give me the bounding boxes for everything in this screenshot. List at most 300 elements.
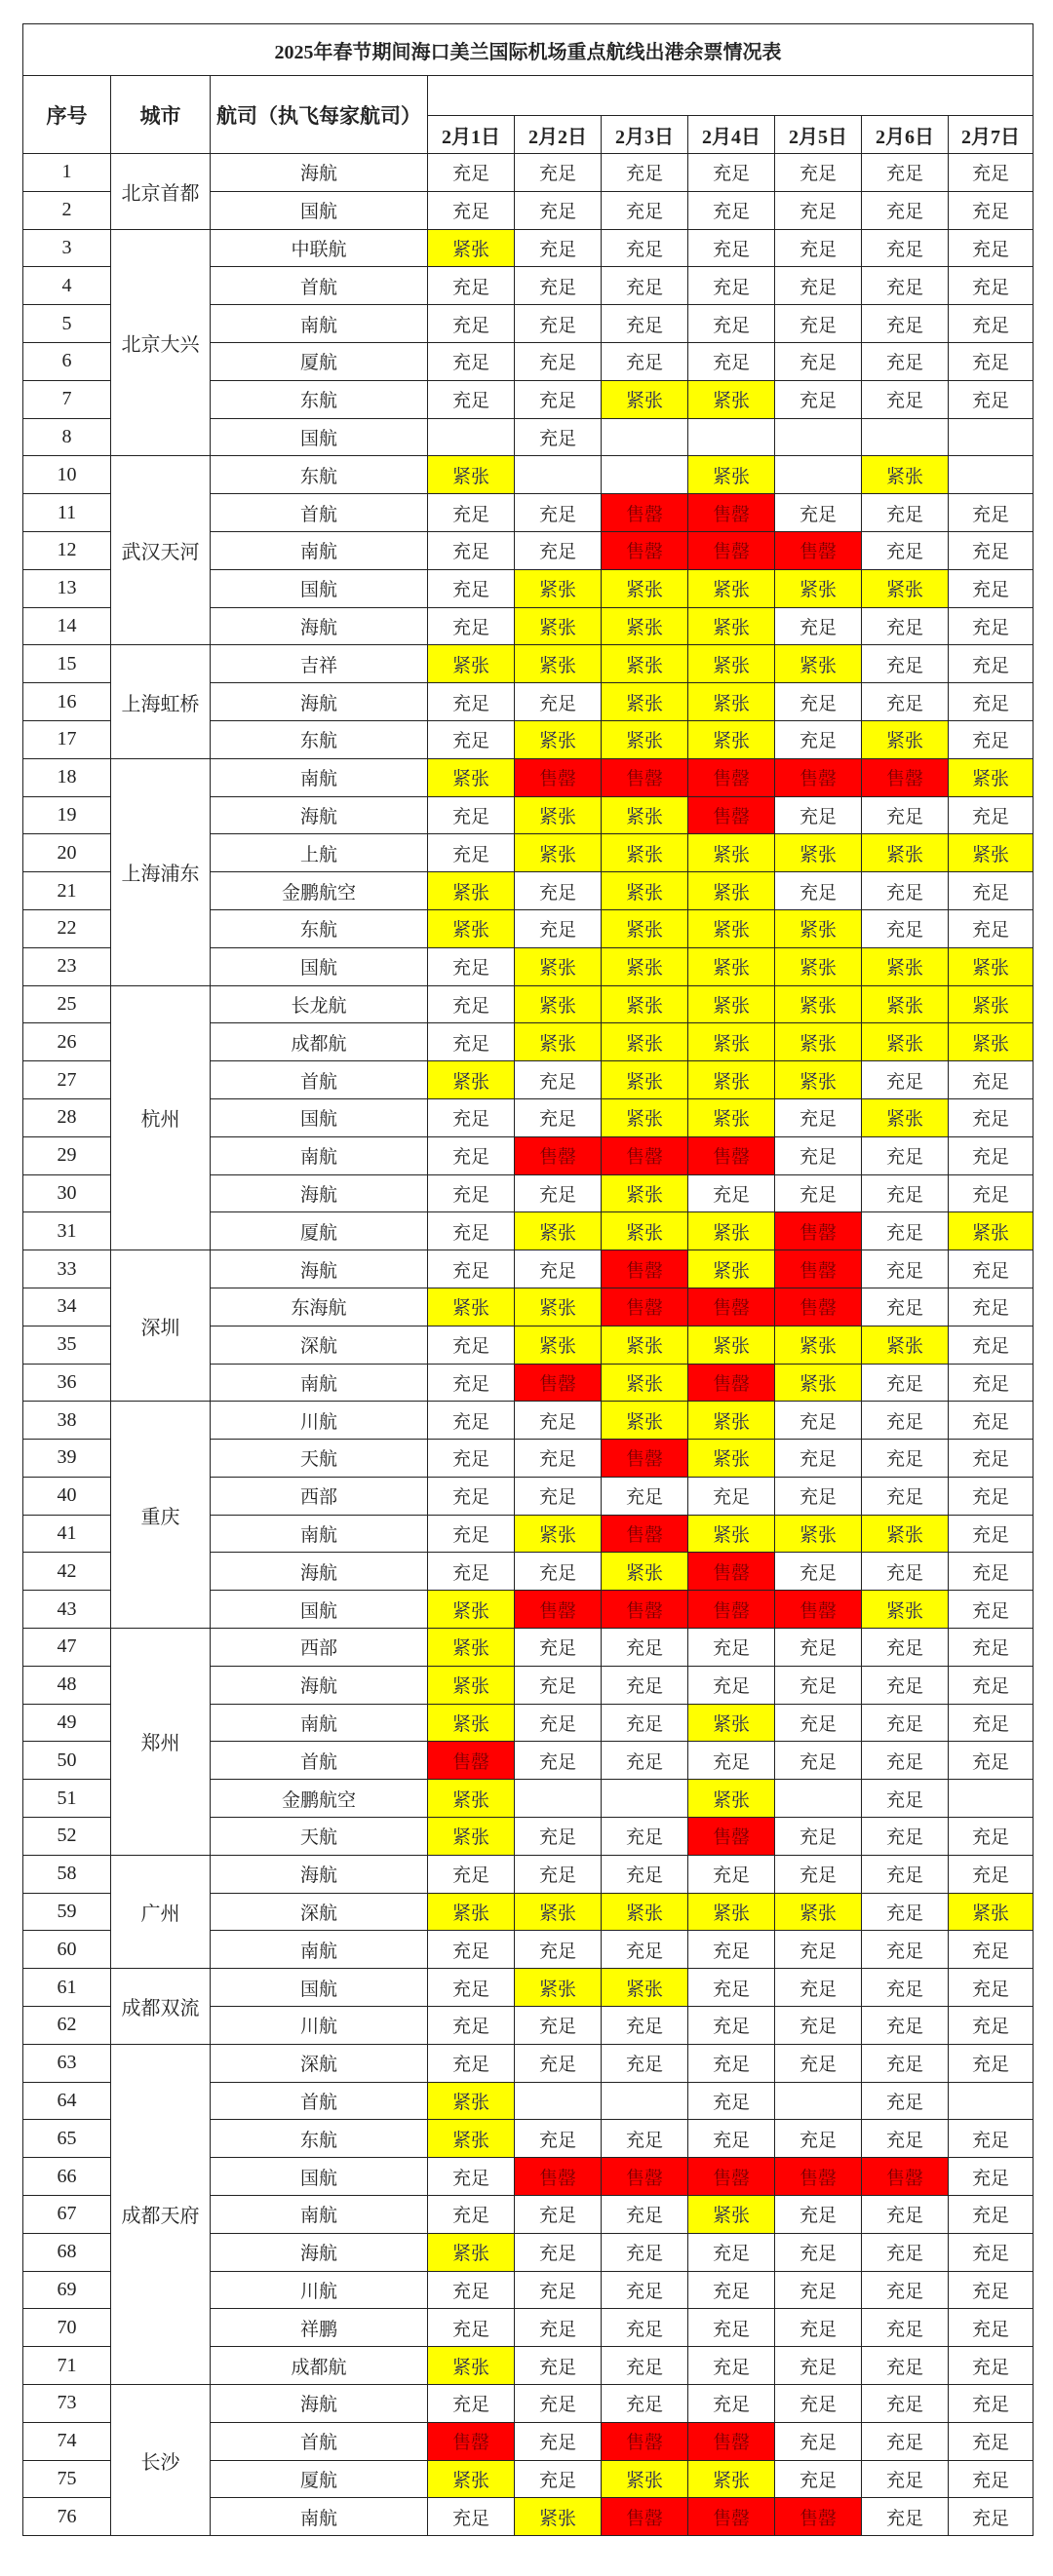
status-cell: 售罄 bbox=[775, 1288, 862, 1326]
airline-cell: 海航 bbox=[211, 1174, 428, 1212]
status-cell: 充足 bbox=[862, 2044, 949, 2082]
status-cell: 紧张 bbox=[688, 1250, 775, 1288]
status-cell: 充足 bbox=[775, 2044, 862, 2082]
status-cell: 紧张 bbox=[515, 1212, 602, 1250]
status-cell: 充足 bbox=[949, 380, 1034, 418]
status-cell: 充足 bbox=[949, 531, 1034, 569]
status-cell: 充足 bbox=[775, 1666, 862, 1704]
status-cell: 充足 bbox=[949, 1477, 1034, 1515]
airline-cell: 国航 bbox=[211, 191, 428, 229]
status-cell: 充足 bbox=[428, 834, 515, 872]
seq-cell: 12 bbox=[23, 531, 111, 569]
status-cell: 充足 bbox=[688, 2233, 775, 2271]
status-cell: 充足 bbox=[515, 2309, 602, 2347]
status-cell: 紧张 bbox=[602, 683, 688, 721]
table-row bbox=[23, 645, 1034, 683]
city-cell: 北京大兴 bbox=[111, 229, 211, 456]
airline-cell: 海航 bbox=[211, 154, 428, 192]
status-cell: 紧张 bbox=[775, 1023, 862, 1061]
status-cell: 紧张 bbox=[775, 1326, 862, 1364]
status-cell: 售罄 bbox=[602, 531, 688, 569]
status-cell: 售罄 bbox=[602, 1288, 688, 1326]
status-cell: 紧张 bbox=[775, 645, 862, 683]
status-cell: 充足 bbox=[949, 1364, 1034, 1402]
status-cell: 充足 bbox=[862, 645, 949, 683]
status-cell: 紧张 bbox=[775, 985, 862, 1023]
status-cell: 紧张 bbox=[688, 1515, 775, 1553]
status-cell: 充足 bbox=[428, 569, 515, 607]
status-cell: 充足 bbox=[862, 2007, 949, 2045]
status-cell bbox=[428, 418, 515, 456]
status-cell: 充足 bbox=[688, 1477, 775, 1515]
status-cell: 售罄 bbox=[688, 1591, 775, 1629]
status-cell: 紧张 bbox=[775, 947, 862, 985]
status-cell: 紧张 bbox=[949, 758, 1034, 796]
airline-cell: 海航 bbox=[211, 1250, 428, 1288]
status-cell: 售罄 bbox=[862, 758, 949, 796]
status-cell: 紧张 bbox=[688, 872, 775, 910]
status-cell: 充足 bbox=[688, 2385, 775, 2423]
status-cell: 充足 bbox=[515, 683, 602, 721]
status-cell: 充足 bbox=[688, 267, 775, 305]
status-cell: 充足 bbox=[775, 1553, 862, 1591]
header-date: 2月3日 bbox=[602, 116, 688, 154]
status-cell: 售罄 bbox=[688, 2158, 775, 2196]
status-cell: 充足 bbox=[515, 342, 602, 380]
status-cell: 紧张 bbox=[688, 947, 775, 985]
status-cell: 紧张 bbox=[602, 1402, 688, 1440]
header-city: 城市 bbox=[111, 76, 211, 154]
status-cell: 售罄 bbox=[775, 1250, 862, 1288]
airline-cell: 南航 bbox=[211, 1931, 428, 1969]
status-cell: 充足 bbox=[949, 1704, 1034, 1742]
airline-cell: 天航 bbox=[211, 1818, 428, 1856]
status-cell: 售罄 bbox=[602, 1515, 688, 1553]
status-cell: 充足 bbox=[775, 872, 862, 910]
status-cell: 充足 bbox=[949, 1742, 1034, 1780]
airline-cell: 成都航 bbox=[211, 2347, 428, 2385]
airline-cell: 海航 bbox=[211, 796, 428, 834]
status-cell: 充足 bbox=[949, 191, 1034, 229]
airline-cell: 成都航 bbox=[211, 1023, 428, 1061]
seq-cell: 68 bbox=[23, 2233, 111, 2271]
status-cell: 充足 bbox=[949, 1326, 1034, 1364]
status-cell: 充足 bbox=[428, 1136, 515, 1174]
status-cell: 紧张 bbox=[428, 1288, 515, 1326]
seq-cell: 39 bbox=[23, 1440, 111, 1478]
status-cell: 充足 bbox=[862, 2498, 949, 2536]
city-cell: 杭州 bbox=[111, 985, 211, 1250]
status-cell: 充足 bbox=[428, 1326, 515, 1364]
status-cell: 充足 bbox=[688, 342, 775, 380]
status-cell: 充足 bbox=[688, 1969, 775, 2007]
airline-cell: 西部 bbox=[211, 1629, 428, 1667]
seq-cell: 66 bbox=[23, 2158, 111, 2196]
status-cell bbox=[775, 2082, 862, 2120]
airline-cell: 海航 bbox=[211, 2233, 428, 2271]
status-cell: 充足 bbox=[949, 872, 1034, 910]
status-cell: 充足 bbox=[428, 494, 515, 532]
city-cell: 成都天府 bbox=[111, 2044, 211, 2384]
seq-cell: 26 bbox=[23, 1023, 111, 1061]
status-cell: 充足 bbox=[515, 2271, 602, 2309]
table-row bbox=[23, 1402, 1034, 1440]
status-cell: 紧张 bbox=[602, 645, 688, 683]
header-date: 2月4日 bbox=[688, 116, 775, 154]
status-cell: 充足 bbox=[775, 1098, 862, 1136]
status-cell: 充足 bbox=[515, 2422, 602, 2460]
city-cell: 成都双流 bbox=[111, 1969, 211, 2045]
airline-cell: 东海航 bbox=[211, 1288, 428, 1326]
airline-cell: 上航 bbox=[211, 834, 428, 872]
status-cell: 充足 bbox=[515, 1818, 602, 1856]
status-cell: 充足 bbox=[949, 2007, 1034, 2045]
status-cell: 充足 bbox=[775, 796, 862, 834]
status-cell: 紧张 bbox=[515, 1326, 602, 1364]
header-date: 2月6日 bbox=[862, 116, 949, 154]
status-cell: 紧张 bbox=[688, 909, 775, 947]
status-cell: 充足 bbox=[862, 1364, 949, 1402]
status-cell: 紧张 bbox=[515, 985, 602, 1023]
status-cell: 充足 bbox=[688, 1742, 775, 1780]
seq-cell: 33 bbox=[23, 1250, 111, 1288]
status-cell: 充足 bbox=[688, 305, 775, 343]
status-cell: 售罄 bbox=[688, 1553, 775, 1591]
status-cell: 充足 bbox=[862, 305, 949, 343]
status-cell: 紧张 bbox=[949, 947, 1034, 985]
status-cell: 充足 bbox=[949, 1288, 1034, 1326]
status-cell: 紧张 bbox=[515, 1288, 602, 1326]
status-cell: 紧张 bbox=[428, 229, 515, 267]
seq-cell: 63 bbox=[23, 2044, 111, 2082]
status-cell: 充足 bbox=[949, 494, 1034, 532]
status-cell: 紧张 bbox=[428, 2082, 515, 2120]
status-cell: 紧张 bbox=[688, 607, 775, 645]
status-cell: 充足 bbox=[602, 2120, 688, 2158]
status-cell: 充足 bbox=[428, 1931, 515, 1969]
status-cell: 充足 bbox=[775, 191, 862, 229]
status-cell: 售罄 bbox=[688, 796, 775, 834]
status-cell: 充足 bbox=[515, 154, 602, 192]
status-cell: 紧张 bbox=[428, 2347, 515, 2385]
status-cell: 充足 bbox=[949, 2196, 1034, 2234]
status-cell: 充足 bbox=[775, 2422, 862, 2460]
status-cell: 紧张 bbox=[515, 1515, 602, 1553]
status-cell: 充足 bbox=[775, 2309, 862, 2347]
header-date: 2月5日 bbox=[775, 116, 862, 154]
airline-cell: 厦航 bbox=[211, 342, 428, 380]
status-cell: 售罄 bbox=[602, 1136, 688, 1174]
status-cell: 紧张 bbox=[602, 947, 688, 985]
status-cell: 充足 bbox=[949, 2498, 1034, 2536]
status-cell: 充足 bbox=[862, 1780, 949, 1818]
status-cell: 充足 bbox=[949, 607, 1034, 645]
status-cell: 充足 bbox=[862, 1174, 949, 1212]
status-cell: 充足 bbox=[949, 720, 1034, 758]
status-cell: 充足 bbox=[862, 380, 949, 418]
status-cell: 售罄 bbox=[775, 758, 862, 796]
status-cell: 充足 bbox=[775, 2007, 862, 2045]
seq-cell: 50 bbox=[23, 1742, 111, 1780]
airline-cell: 祥鹏 bbox=[211, 2309, 428, 2347]
status-cell: 充足 bbox=[688, 2044, 775, 2082]
status-cell: 充足 bbox=[602, 1742, 688, 1780]
seq-cell: 13 bbox=[23, 569, 111, 607]
status-cell: 充足 bbox=[602, 2196, 688, 2234]
status-cell: 售罄 bbox=[688, 1288, 775, 1326]
status-cell: 售罄 bbox=[515, 1364, 602, 1402]
status-cell: 紧张 bbox=[428, 1591, 515, 1629]
status-cell: 充足 bbox=[862, 494, 949, 532]
status-cell: 充足 bbox=[688, 2082, 775, 2120]
status-cell: 充足 bbox=[602, 1855, 688, 1893]
status-cell: 充足 bbox=[775, 229, 862, 267]
seq-cell: 64 bbox=[23, 2082, 111, 2120]
status-cell: 充足 bbox=[862, 1212, 949, 1250]
status-cell: 紧张 bbox=[602, 909, 688, 947]
status-cell: 充足 bbox=[775, 342, 862, 380]
status-cell: 紧张 bbox=[862, 1098, 949, 1136]
status-cell: 紧张 bbox=[602, 796, 688, 834]
status-cell: 充足 bbox=[775, 1174, 862, 1212]
status-cell: 充足 bbox=[949, 2233, 1034, 2271]
status-cell: 充足 bbox=[949, 267, 1034, 305]
status-cell: 充足 bbox=[688, 1629, 775, 1667]
seq-cell: 2 bbox=[23, 191, 111, 229]
status-cell: 充足 bbox=[949, 2385, 1034, 2423]
seq-cell: 74 bbox=[23, 2422, 111, 2460]
status-cell: 售罄 bbox=[688, 531, 775, 569]
status-cell: 充足 bbox=[775, 720, 862, 758]
status-cell: 紧张 bbox=[428, 2460, 515, 2498]
status-cell: 充足 bbox=[688, 154, 775, 192]
seq-cell: 8 bbox=[23, 418, 111, 456]
status-cell: 充足 bbox=[515, 2460, 602, 2498]
status-cell: 充足 bbox=[949, 645, 1034, 683]
status-cell: 充足 bbox=[862, 1666, 949, 1704]
status-cell: 充足 bbox=[862, 2196, 949, 2234]
seq-cell: 52 bbox=[23, 1818, 111, 1856]
status-cell: 充足 bbox=[428, 720, 515, 758]
seq-cell: 14 bbox=[23, 607, 111, 645]
status-cell: 紧张 bbox=[862, 1515, 949, 1553]
status-cell: 充足 bbox=[775, 1136, 862, 1174]
status-cell: 充足 bbox=[862, 1855, 949, 1893]
seq-cell: 4 bbox=[23, 267, 111, 305]
status-cell: 充足 bbox=[949, 1931, 1034, 1969]
status-cell: 充足 bbox=[775, 1402, 862, 1440]
seq-cell: 75 bbox=[23, 2460, 111, 2498]
status-cell: 充足 bbox=[775, 380, 862, 418]
airline-cell: 厦航 bbox=[211, 1212, 428, 1250]
status-cell: 紧张 bbox=[688, 456, 775, 494]
status-cell: 紧张 bbox=[515, 1023, 602, 1061]
status-cell: 充足 bbox=[688, 2120, 775, 2158]
status-cell: 充足 bbox=[515, 191, 602, 229]
status-cell: 充足 bbox=[428, 1440, 515, 1478]
status-cell: 充足 bbox=[515, 1402, 602, 1440]
status-cell: 充足 bbox=[428, 1402, 515, 1440]
status-cell: 充足 bbox=[949, 1553, 1034, 1591]
status-cell: 紧张 bbox=[688, 683, 775, 721]
status-cell: 紧张 bbox=[775, 834, 862, 872]
header-airline: 航司（执飞每家航司） bbox=[211, 76, 428, 154]
status-cell: 充足 bbox=[428, 2271, 515, 2309]
status-cell: 售罄 bbox=[688, 494, 775, 532]
city-cell: 郑州 bbox=[111, 1629, 211, 1856]
seq-cell: 7 bbox=[23, 380, 111, 418]
status-cell: 充足 bbox=[515, 2233, 602, 2271]
status-cell: 紧张 bbox=[515, 947, 602, 985]
seq-cell: 59 bbox=[23, 1893, 111, 1931]
status-cell: 充足 bbox=[949, 2271, 1034, 2309]
airline-cell: 川航 bbox=[211, 2007, 428, 2045]
status-cell: 售罄 bbox=[515, 1591, 602, 1629]
status-cell: 充足 bbox=[949, 2044, 1034, 2082]
status-cell: 充足 bbox=[862, 2347, 949, 2385]
city-cell: 重庆 bbox=[111, 1402, 211, 1629]
status-cell: 紧张 bbox=[862, 834, 949, 872]
table-row bbox=[23, 1629, 1034, 1667]
airline-cell: 海航 bbox=[211, 1855, 428, 1893]
seq-cell: 18 bbox=[23, 758, 111, 796]
status-cell: 充足 bbox=[602, 2309, 688, 2347]
status-cell: 售罄 bbox=[688, 758, 775, 796]
airline-cell: 南航 bbox=[211, 758, 428, 796]
status-cell: 充足 bbox=[862, 229, 949, 267]
status-cell: 紧张 bbox=[428, 1818, 515, 1856]
seq-cell: 19 bbox=[23, 796, 111, 834]
airline-cell: 国航 bbox=[211, 569, 428, 607]
status-cell: 充足 bbox=[428, 1250, 515, 1288]
status-cell: 充足 bbox=[775, 1818, 862, 1856]
status-cell: 充足 bbox=[862, 1704, 949, 1742]
status-cell: 紧张 bbox=[602, 1893, 688, 1931]
seq-cell: 62 bbox=[23, 2007, 111, 2045]
status-cell: 紧张 bbox=[602, 1061, 688, 1099]
status-cell bbox=[515, 2082, 602, 2120]
status-cell: 充足 bbox=[688, 2309, 775, 2347]
airline-cell: 首航 bbox=[211, 494, 428, 532]
airline-cell: 东航 bbox=[211, 380, 428, 418]
airline-cell: 国航 bbox=[211, 1098, 428, 1136]
airline-cell: 东航 bbox=[211, 456, 428, 494]
airline-cell: 天航 bbox=[211, 1440, 428, 1478]
city-cell: 长沙 bbox=[111, 2385, 211, 2536]
seq-cell: 11 bbox=[23, 494, 111, 532]
status-cell: 充足 bbox=[602, 267, 688, 305]
table-header bbox=[23, 24, 1034, 154]
status-cell: 紧张 bbox=[949, 985, 1034, 1023]
status-cell: 紧张 bbox=[602, 720, 688, 758]
status-cell: 充足 bbox=[775, 494, 862, 532]
status-cell bbox=[602, 456, 688, 494]
status-cell: 充足 bbox=[515, 1250, 602, 1288]
status-cell: 紧张 bbox=[602, 1023, 688, 1061]
seq-cell: 47 bbox=[23, 1629, 111, 1667]
status-cell bbox=[515, 456, 602, 494]
seq-cell: 43 bbox=[23, 1591, 111, 1629]
status-cell: 充足 bbox=[775, 267, 862, 305]
status-cell: 紧张 bbox=[862, 1326, 949, 1364]
status-cell: 充足 bbox=[862, 1288, 949, 1326]
status-cell: 充足 bbox=[775, 2233, 862, 2271]
status-cell: 紧张 bbox=[862, 947, 949, 985]
status-cell: 充足 bbox=[428, 1364, 515, 1402]
status-cell: 售罄 bbox=[515, 2158, 602, 2196]
status-cell: 充足 bbox=[949, 569, 1034, 607]
status-cell: 充足 bbox=[428, 607, 515, 645]
airline-cell: 国航 bbox=[211, 418, 428, 456]
status-cell: 紧张 bbox=[602, 834, 688, 872]
seq-cell: 25 bbox=[23, 985, 111, 1023]
status-cell: 紧张 bbox=[688, 1326, 775, 1364]
status-cell: 紧张 bbox=[602, 1098, 688, 1136]
status-cell: 充足 bbox=[688, 229, 775, 267]
seq-cell: 28 bbox=[23, 1098, 111, 1136]
status-cell: 充足 bbox=[688, 2271, 775, 2309]
status-cell: 充足 bbox=[775, 2120, 862, 2158]
status-cell: 充足 bbox=[688, 1855, 775, 1893]
airline-cell: 深航 bbox=[211, 1326, 428, 1364]
status-cell: 充足 bbox=[949, 1402, 1034, 1440]
status-cell: 紧张 bbox=[428, 645, 515, 683]
airline-cell: 国航 bbox=[211, 1591, 428, 1629]
seq-cell: 35 bbox=[23, 1326, 111, 1364]
status-cell: 充足 bbox=[515, 1098, 602, 1136]
status-cell: 充足 bbox=[515, 305, 602, 343]
status-cell: 充足 bbox=[862, 267, 949, 305]
seq-cell: 16 bbox=[23, 683, 111, 721]
status-cell: 充足 bbox=[428, 342, 515, 380]
status-cell: 充足 bbox=[688, 2347, 775, 2385]
status-cell: 充足 bbox=[602, 1818, 688, 1856]
status-cell: 充足 bbox=[949, 796, 1034, 834]
airline-cell: 东航 bbox=[211, 909, 428, 947]
seq-cell: 10 bbox=[23, 456, 111, 494]
status-cell: 充足 bbox=[949, 342, 1034, 380]
status-cell: 紧张 bbox=[515, 645, 602, 683]
status-cell: 紧张 bbox=[949, 1893, 1034, 1931]
airline-cell: 川航 bbox=[211, 1402, 428, 1440]
status-cell: 售罄 bbox=[862, 2158, 949, 2196]
header-date: 2月2日 bbox=[515, 116, 602, 154]
status-cell: 售罄 bbox=[775, 2498, 862, 2536]
status-cell: 紧张 bbox=[949, 1023, 1034, 1061]
status-cell: 充足 bbox=[688, 2007, 775, 2045]
status-cell: 紧张 bbox=[688, 1098, 775, 1136]
airline-cell: 南航 bbox=[211, 2498, 428, 2536]
status-cell: 充足 bbox=[862, 683, 949, 721]
status-cell: 紧张 bbox=[602, 569, 688, 607]
status-cell: 充足 bbox=[428, 2007, 515, 2045]
status-cell: 充足 bbox=[775, 305, 862, 343]
status-cell: 紧张 bbox=[602, 872, 688, 910]
status-cell: 紧张 bbox=[862, 1591, 949, 1629]
status-cell: 充足 bbox=[949, 1591, 1034, 1629]
status-cell: 充足 bbox=[949, 2309, 1034, 2347]
airline-cell: 东航 bbox=[211, 720, 428, 758]
status-cell: 紧张 bbox=[428, 909, 515, 947]
status-cell: 充足 bbox=[428, 2158, 515, 2196]
seq-cell: 3 bbox=[23, 229, 111, 267]
airline-cell: 中联航 bbox=[211, 229, 428, 267]
status-cell: 充足 bbox=[949, 2347, 1034, 2385]
status-cell: 充足 bbox=[515, 1477, 602, 1515]
status-cell: 充足 bbox=[428, 1855, 515, 1893]
status-cell: 充足 bbox=[602, 191, 688, 229]
status-cell: 紧张 bbox=[688, 1440, 775, 1478]
